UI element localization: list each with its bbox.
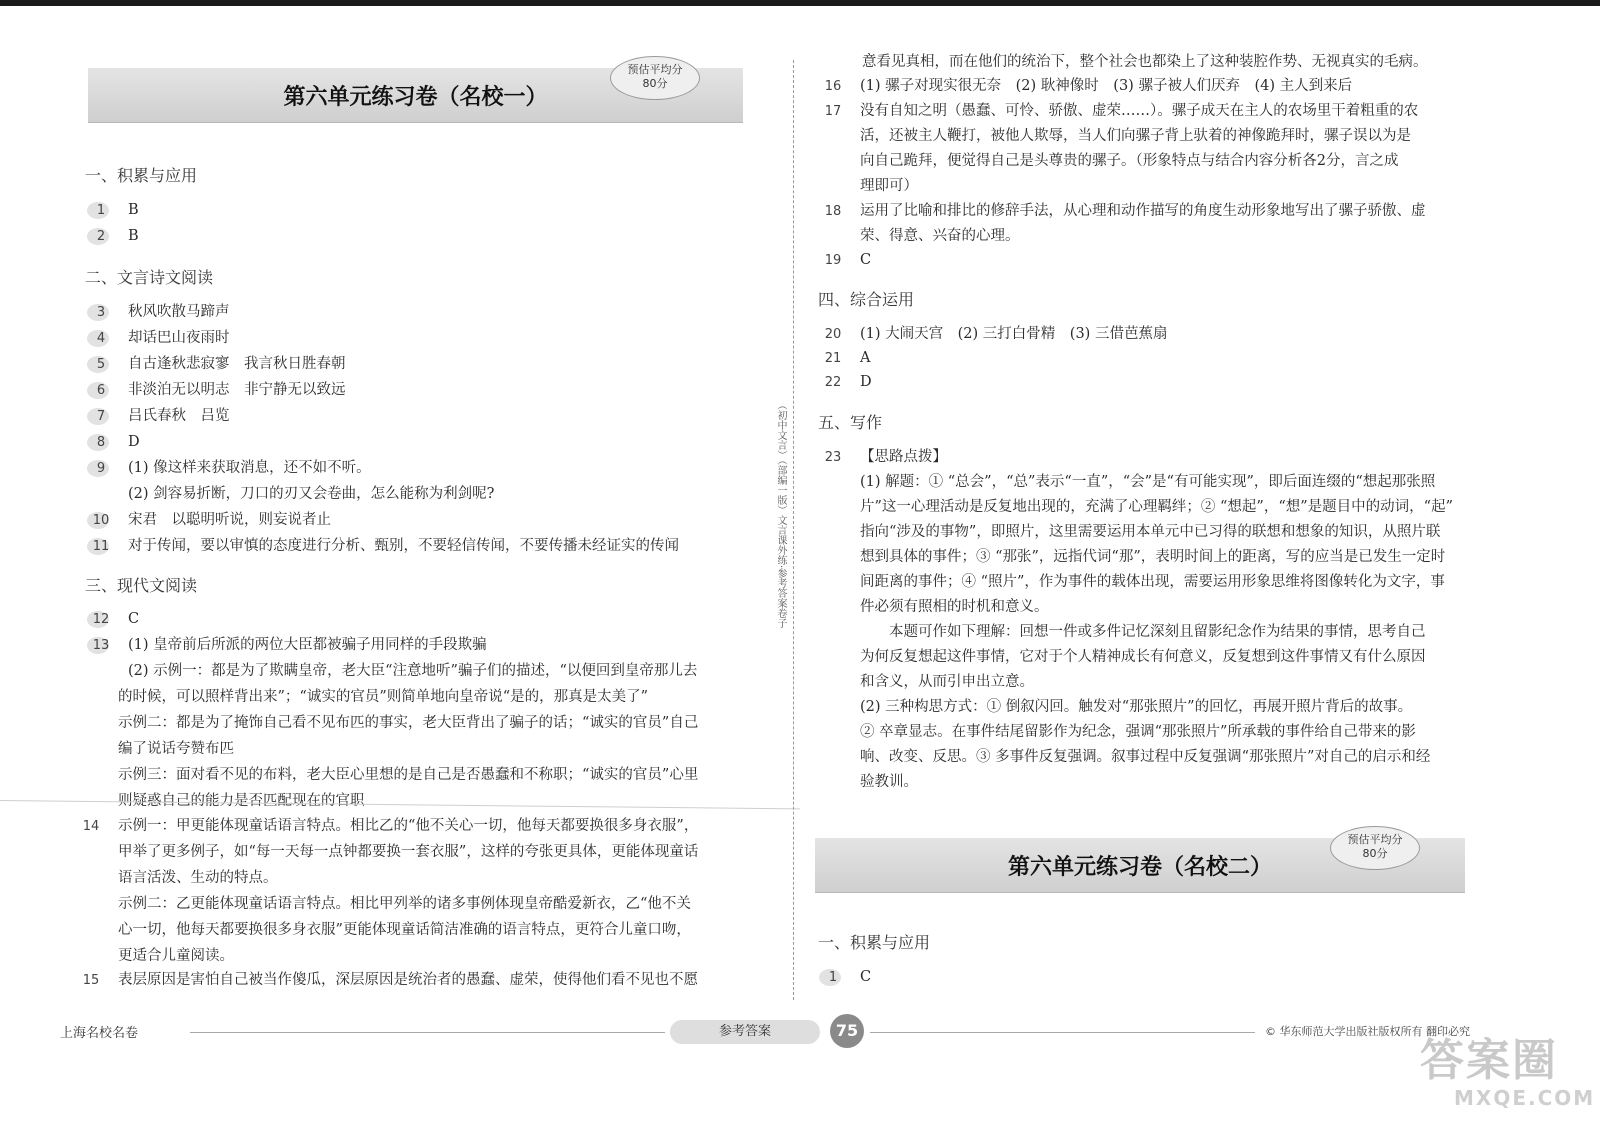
answer-line: 示例二：乙更能体现童话语言特点。相比甲列举的诸多事例体现皇帝酷爱新衣，乙“他不关 (118, 896, 691, 912)
answer-line: 意看见真相，而在他们的统治下，整个社会也都染上了这种装腔作势、无视真实的毛病。 (862, 54, 1428, 70)
answer-line: 甲举了更多例子，如“每一天每一点钟都要换一套衣服”，这样的夸张更具体，更能体现童话 (118, 844, 699, 860)
answer-line: 则疑惑自己的能力是否匹配现在的官职 (118, 793, 365, 809)
answer-line: 心一切，他每天都要换很多身衣服”更能体现童话简洁准确的语言特点，更符合儿童口吻， (118, 922, 691, 938)
answer-line: 片”这一心理活动是反复地出现的，充满了心理羁绊；② “想起”，“想”是题目中的动词，“起” (860, 499, 1453, 515)
series-name: 上海名校名卷 (60, 1026, 139, 1041)
section-heading: 五、写作 (818, 413, 883, 432)
answer-line: (2) 三种构思方式：① 倒叙闪回。触发对“那张照片”的回忆，再展开照片背后的故事。 (860, 699, 1413, 715)
copyright: © 华东师范大学出版社版权所有 翻印必究 (1265, 1025, 1470, 1038)
section-heading: 四、综合运用 (818, 290, 915, 309)
answer-line: 向自己跪拜，便觉得自己是头尊贵的骡子。（形象特点与结合内容分析各2分，言之成 (860, 153, 1399, 169)
answer-line: 示例三：面对看不见的布料，老大臣心里想的是自己是否愚蠢和不称职；“诚实的官员”心里 (118, 767, 699, 783)
badge-label: 预估平均分 (1347, 833, 1403, 846)
watermark-url: MXQE.COM (1454, 1086, 1596, 1110)
answer-line: 理即可） (860, 178, 918, 194)
column-divider (793, 60, 794, 1000)
answer-line: (1) 解题：① “总会”，“总”表示“一直”，“会”是“有可能实现”，即后面连缀的“想起那张照 (860, 474, 1436, 490)
answer-line: (2) 剑容易折断，刀口的刃又会卷曲，怎么能称为利剑呢? (128, 486, 495, 502)
spine-text: （初中文言）（部编一版）文言课外练·参考答案卷子 (775, 400, 786, 629)
section-heading: 二、文言诗文阅读 (85, 268, 214, 287)
answer-line: 荣、得意、兴奋的心理。 (860, 228, 1020, 244)
left-banner-title: 第六单元练习卷（名校一） (283, 85, 548, 110)
answer-label: 参考答案 (670, 1020, 820, 1044)
answer-line: 验教训。 (860, 774, 918, 790)
answer-line: 示例二：都是为了掩饰自己看不见布匹的事实，老大臣背出了骗子的话；“诚实的官员”自己 (118, 715, 699, 731)
answer-line: 编了说话夸赞布匹 (118, 741, 234, 757)
badge-score: 80分 (642, 77, 668, 90)
section-heading: 一、积累与应用 (818, 933, 931, 952)
answer-line: 更适合儿童阅读。 (118, 948, 234, 964)
watermark-logo (1420, 1020, 1596, 1120)
section-heading: 三、现代文阅读 (85, 576, 198, 595)
answer-line: 间距离的事件；④ “照片”，作为事件的载体出现，需要运用形象思维将图像转化为文字，事 (860, 574, 1445, 590)
badge-score: 80分 (1362, 847, 1388, 860)
footer-rule (870, 1032, 1255, 1033)
watermark-text: 答案圈 (1420, 1035, 1558, 1086)
answer-line: 语言活泼、生动的特点。 (118, 870, 278, 886)
left-score-badge (610, 56, 700, 100)
page-number: 75 (830, 1014, 864, 1048)
right-banner-title: 第六单元练习卷（名校二） (1007, 855, 1272, 880)
answer-line: 件必须有照相的时机和意义。 (860, 599, 1049, 615)
right-score-badge (1330, 826, 1420, 870)
answer-line: 的时候，可以照样背出来”；“诚实的官员”则简单地向皇帝说“是的，那真是太美了” (118, 689, 649, 705)
answer-line: ② 卒章显志。在事件结尾留影作为纪念，强调“那张照片”所承载的事件给自己带来的影 (860, 724, 1416, 740)
footer-rule (190, 1032, 665, 1033)
answer-line: 响、改变、反思。③ 多事件反复强调。叙事过程中反复强调“那张照片”对自己的启示和经 (860, 749, 1431, 765)
badge-label: 预估平均分 (627, 63, 683, 76)
section-heading: 一、积累与应用 (85, 166, 198, 185)
answer-line: 活，还被主人鞭打，被他人欺辱，当人们向骡子背上驮着的神像跪拜时，骡子误以为是 (860, 128, 1411, 144)
answer-line: 和含义，从而引申出立意。 (860, 674, 1034, 690)
answer-line: 指向“涉及的事物”，即照片，这里需要运用本单元中已习得的联想和想象的知识，从照片联 (860, 524, 1441, 540)
answer-line: 为何反复想起这件事情，它对于个人精神成长有何意义，反复想到这件事情又有什么原因 (860, 649, 1426, 665)
answer-line: (2) 示例一：都是为了欺瞒皇帝，老大臣“注意地听”骗子们的描述，“以便回到皇帝那儿去 (128, 663, 698, 679)
answer-line: 本题可作如下理解：回想一件或多件记忆深刻且留影纪念作为结果的事情，思考自己 (860, 624, 1426, 640)
answer-line: 想到具体的事件；③ “那张”，远指代词“那”，表明时间上的距离，写的应当是已发生一定时 (860, 549, 1446, 565)
top-edge (0, 0, 1600, 6)
